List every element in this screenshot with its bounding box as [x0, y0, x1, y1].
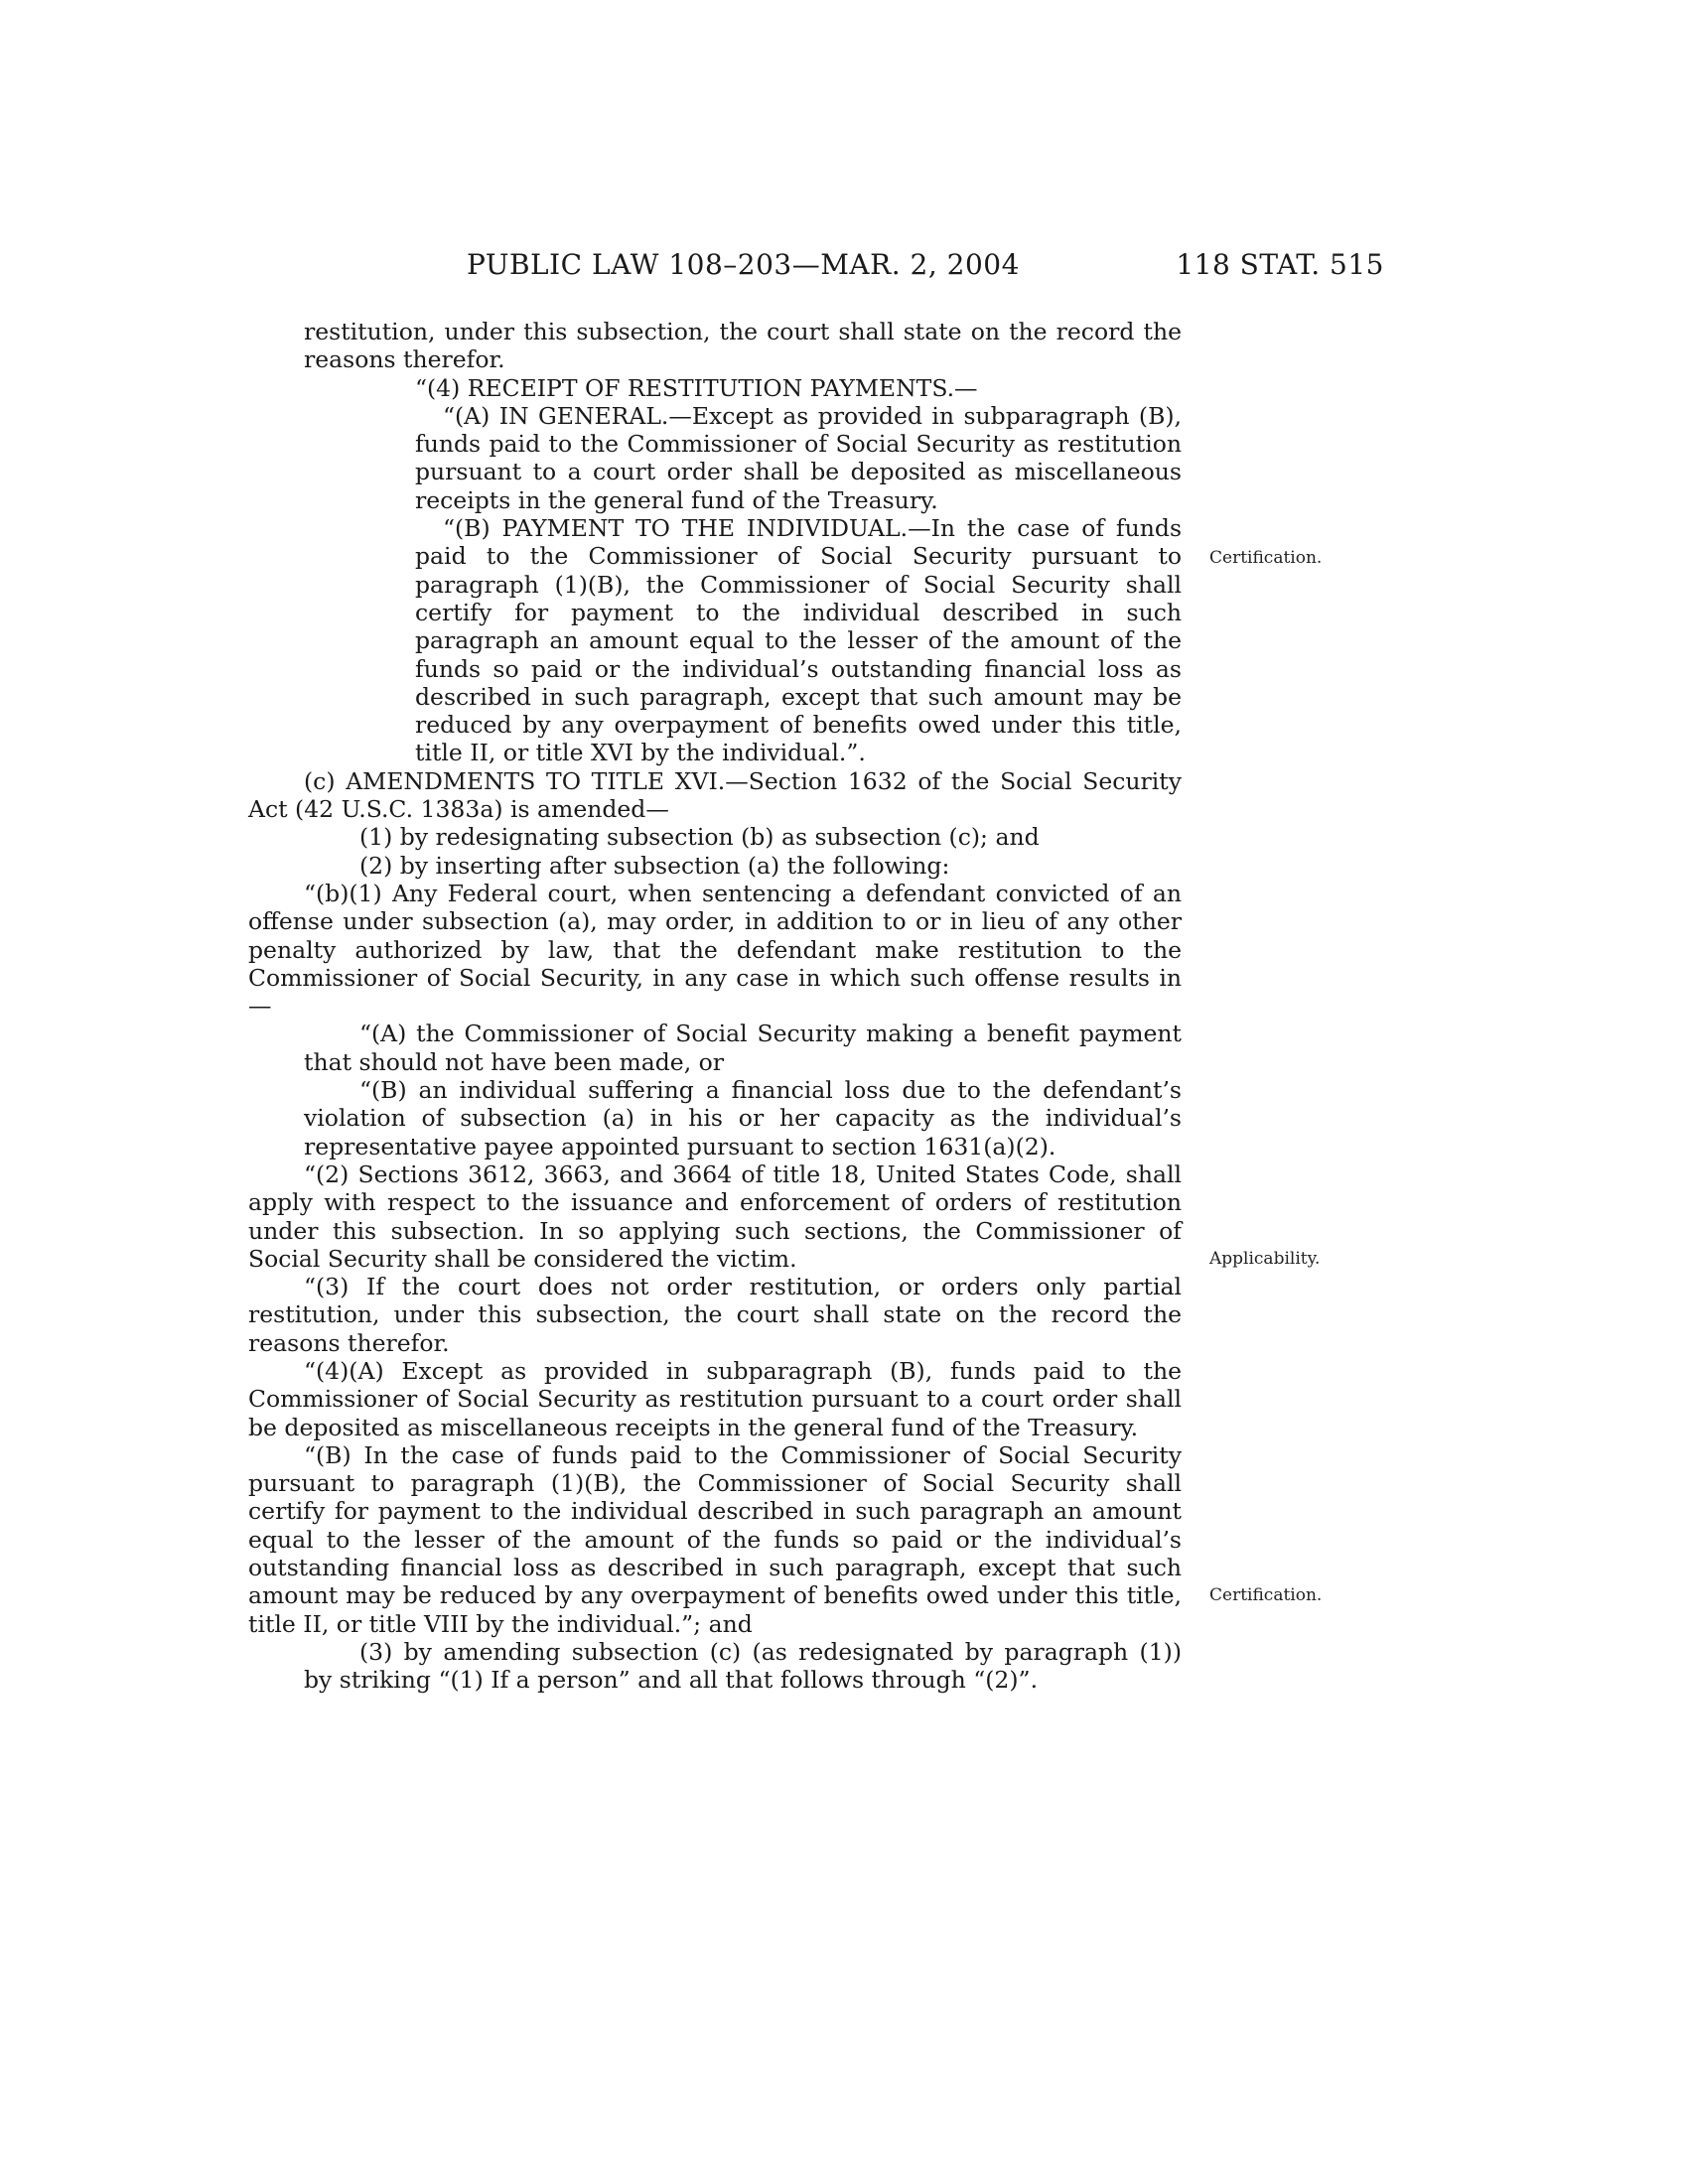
running-head-title: PUBLIC LAW 108–203—MAR. 2, 2004 [467, 248, 1020, 281]
paragraph: “(B) an individual suffering a financial loss due to the defendant’s violation of subsection (a) in his or her capacity as the individual’s representative payee appointed pursuant to section 1631(a)(2). [304, 1076, 1182, 1160]
body-text [248, 318, 1182, 1695]
paragraph: “(A) the Commissioner of Social Security making a benefit payment that should not have been made, or [304, 1020, 1182, 1076]
margin-note-certification: Certification. [1209, 1585, 1323, 1605]
paragraph: “(B) PAYMENT TO THE INDIVIDUAL.—In the case of funds paid to the Commissioner of Social Security pursuant to paragraph (1)(B), the Commissioner of Social Security shall certify for payment to the individual described in such paragraph an amount equal to the lesser of the amount of the funds so paid or the individual’s outstanding financial loss as described in such paragraph, except that such amount may be reduced by any overpayment of benefits owed under this title, title II, or title XVI by the individual.”. [415, 514, 1182, 767]
paragraph: “(4) RECEIPT OF RESTITUTION PAYMENTS.— [415, 373, 978, 402]
paragraph: “(B) In the case of funds paid to the Commissioner of Social Security pursuant to paragraph (1)(B), the Commissioner of Social Security shall certify for payment to the individual described in such paragraph an amount equal to the lesser of the amount of the funds so paid or the individual’s outstanding financial loss as described in such paragraph, except that such amount may be reduced by any overpayment of benefits owed under this title, title II, or title VIII by the individual.”; and [248, 1440, 1182, 1638]
paragraph: “(3) If the court does not order restitution, or orders only partial restitution, under this subsection, the court shall state on the record the reasons therefor. [248, 1273, 1182, 1357]
page-number: 118 STAT. 515 [1176, 248, 1384, 281]
paragraph: restitution, under this subsection, the court shall state on the record the reasons therefor. [304, 318, 1182, 374]
paragraph: “(A) IN GENERAL.—Except as provided in subparagraph (B), funds paid to the Commissioner of Social Security as restitution pursuant to a court order shall be deposited as miscellaneous receipts in the general fund of the Treasury. [415, 401, 1182, 514]
paragraph: (2) by inserting after subsection (a) the following: [359, 851, 950, 880]
margin-note-applicability: Applicability. [1209, 1249, 1321, 1269]
running-head [467, 248, 1384, 288]
paragraph: “(4)(A) Except as provided in subparagraph (B), funds paid to the Commissioner of Social Security as restitution pursuant to a court order shall be deposited as miscellaneous receipts in the general fund of the Treasury. [248, 1356, 1182, 1441]
paragraph: “(b)(1) Any Federal court, when sentencing a defendant convicted of an offense under subsection (a), may order, in addition to or in lieu of any other penalty authorized by law, that the defendant make restitution to the Commissioner of Social Security, in any case in which such offense results in— [248, 879, 1182, 1021]
paragraph: (1) by redesignating subsection (b) as subsection (c); and [359, 823, 1040, 852]
margin-note-certification: Certification. [1209, 548, 1323, 568]
paragraph: “(2) Sections 3612, 3663, and 3664 of title 18, United States Code, shall apply with respect to the issuance and enforcement of orders of restitution under this subsection. In so applying such sections, the Commissioner of Social Security shall be considered the victim. [248, 1160, 1182, 1273]
paragraph: (3) by amending subsection (c) (as redesignated by paragraph (1)) by striking “(1) If a person” and all that follows through “(2)”. [304, 1637, 1182, 1695]
paragraph: (c) AMENDMENTS TO TITLE XVI.—Section 1632 of the Social Security Act (42 U.S.C. 1383a) is amended— [248, 766, 1182, 824]
